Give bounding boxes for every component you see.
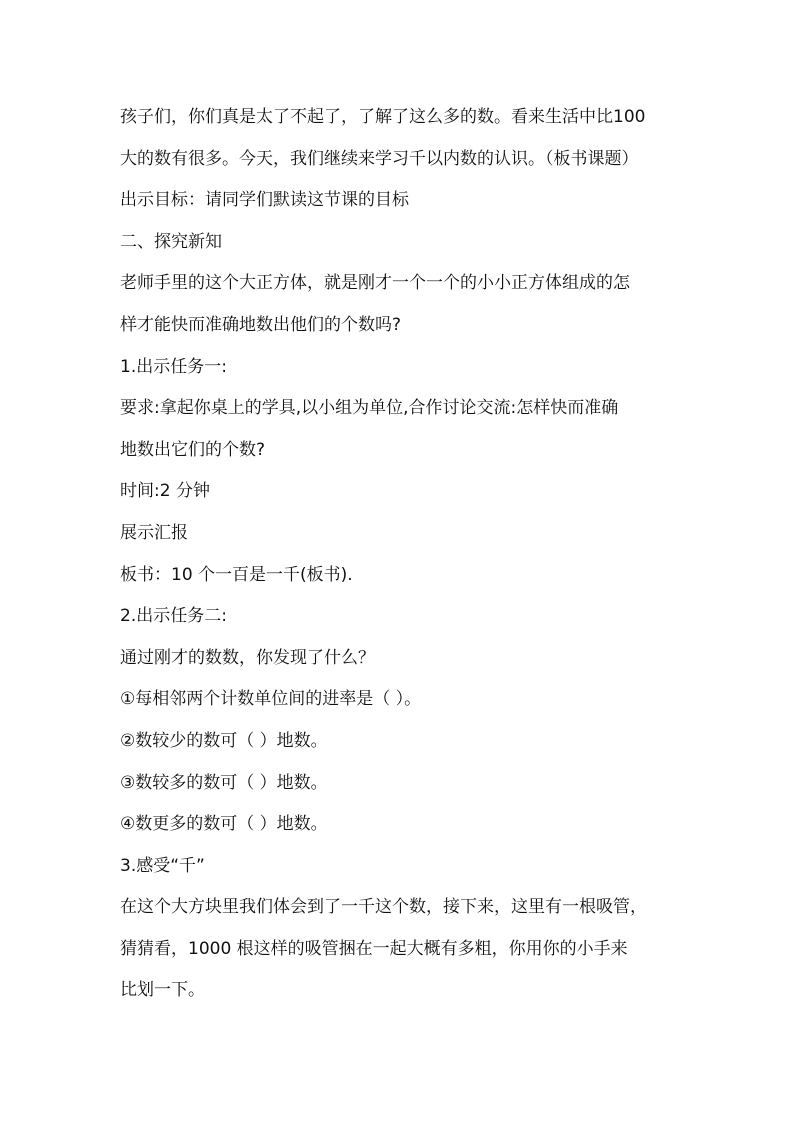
- task-heading: 3.感受“千”: [120, 855, 205, 876]
- text-line: 通过刚才的数数，你发现了什么？: [120, 647, 375, 668]
- section-heading: 二、探究新知: [120, 231, 222, 252]
- task-heading: 1.出示任务一:: [120, 356, 227, 377]
- text-line: 在这个大方块里我们体会到了一千这个数，接下来，这里有一根吸管，: [120, 897, 647, 918]
- text-line: 地数出它们的个数?: [120, 439, 266, 460]
- task-heading: 2.出示任务二:: [120, 606, 227, 627]
- text-line: 时间:2 分钟: [120, 481, 210, 502]
- text-line: 样才能快而准确地数出他们的个数吗?: [120, 314, 402, 335]
- text-line: 比划一下。: [120, 980, 205, 1001]
- fill-in-item: ③数较多的数可（ ）地数。: [120, 772, 328, 793]
- text-line: 孩子们，你们真是太了不起了，了解了这么多的数。看来生活中比100: [120, 107, 646, 127]
- fill-in-item: ④数更多的数可（ ）地数。: [120, 814, 328, 835]
- fill-in-item: ①每相邻两个计数单位间的进率是（ ）。: [120, 689, 422, 710]
- fill-in-item: ②数较少的数可（ ）地数。: [120, 730, 328, 751]
- document-body: [120, 97, 680, 1012]
- text-line: 板书：10 个一百是一千(板书).: [120, 564, 353, 585]
- text-line: 大的数有很多。今天，我们继续来学习千以内数的认识。（板书课题）: [120, 148, 639, 169]
- text-line: 展示汇报: [120, 522, 188, 543]
- text-line: 要求:拿起你桌上的学具,以小组为单位,合作讨论交流:怎样快而准确: [120, 398, 619, 419]
- text-line: 猜猜看，1000 根这样的吸管捆在一起大概有多粗，你用你的小手来: [120, 938, 628, 959]
- text-line: 老师手里的这个大正方体，就是刚才一个一个的小小正方体组成的怎: [120, 273, 630, 294]
- text-line: 出示目标：请同学们默读这节课的目标: [120, 190, 409, 211]
